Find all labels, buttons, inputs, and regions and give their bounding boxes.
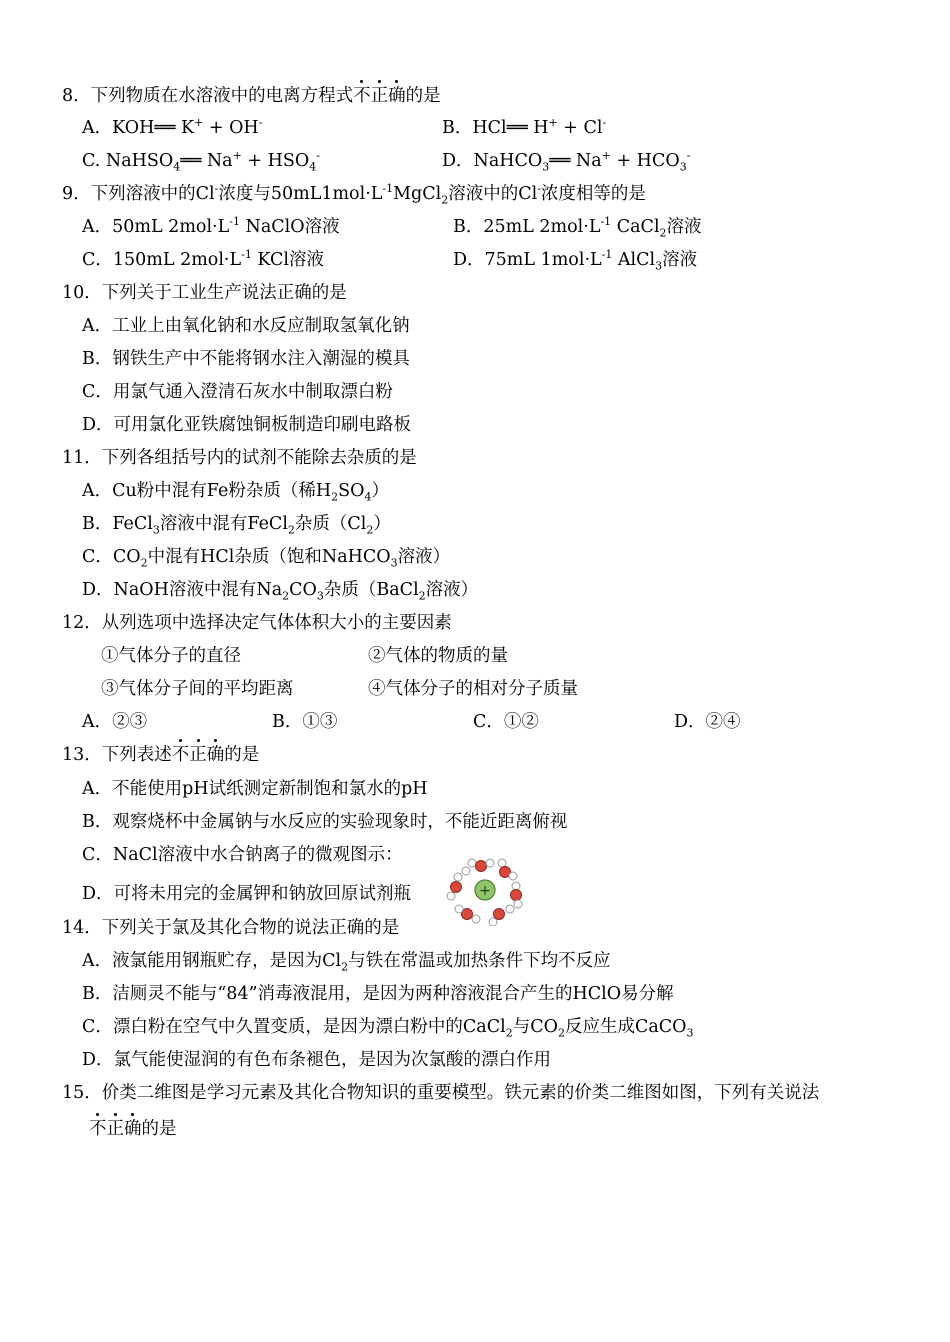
q12-factor-1: ①气体分子的直径 xyxy=(101,646,241,666)
q10-stem: 10．下列关于工业生产说法正确的是 xyxy=(62,283,347,303)
ion-charge-label: + xyxy=(479,883,491,899)
q15-stem: 15．价类二维图是学习元素及其化合物知识的重要模型。铁元素的价类二维图如图，下列有关说法 xyxy=(62,1083,820,1103)
q12-option-c: C．①② xyxy=(473,712,539,732)
q11-option-c: C．$CO_2$中混有HCl杂质（饱和NaHCO$_3$溶液） xyxy=(82,547,451,570)
q11-option-a: A．Cu粉中混有Fe粉杂质（稀$H_2SO_4$） xyxy=(82,481,389,504)
q9-option-c: C．150mL $2mol\cdot L^{-1}$ KCl溶液 xyxy=(82,248,324,270)
q14-option-c: C．漂白粉在空气中久置变质，是因为漂白粉中的CaCl$_2$与$CO_2$反应生成CaCO$_3$ xyxy=(82,1017,694,1040)
q10-option-d: D．可用氯化亚铁腐蚀铜板制造印刷电路板 xyxy=(82,415,412,435)
q12-stem: 12．从列选项中选择决定气体体积大小的主要因素 xyxy=(62,613,452,633)
q8-stem: 8．下列物质在水溶液中的电离方程式不正确的是 xyxy=(62,86,441,106)
q13-option-c: C．NaCl溶液中水合钠离子的微观图示： xyxy=(82,845,403,865)
hydrated-sodium-ion-figure xyxy=(446,856,526,926)
q12-factor-4: ④气体分子的相对分子质量 xyxy=(368,679,578,699)
q12-factor-2: ②气体的物质的量 xyxy=(368,646,508,666)
q10-option-b: B．钢铁生产中不能将钢水注入潮湿的模具 xyxy=(82,349,410,369)
q12-option-d: D．②④ xyxy=(674,712,741,732)
q13-option-a: A．不能使用pH试纸测定新制饱和氯水的pH xyxy=(82,779,428,799)
q13-stem: 13．下列表述不正确的是 xyxy=(62,745,260,765)
q15-stem-cont: 不正确的是 xyxy=(89,1119,177,1139)
q11-option-b: B．FeCl$_3$溶液中混有FeCl$_2$杂质$(Cl_2)$ xyxy=(82,514,391,537)
q14-option-a: A．液氯能用钢瓶贮存，是因为$Cl_2$与铁在常温或加热条件下均不反应 xyxy=(82,951,611,974)
q12-option-b: B．①③ xyxy=(272,712,338,732)
q9-option-b: B．25mL $2mol\cdot L^{-1}$ CaCl$_2$溶液 xyxy=(453,215,702,240)
q9-option-a: A．50mL $2mol\cdot L^{-1}$ NaClO溶液 xyxy=(82,215,340,237)
q8-option-a: A．KOH══ K+ + OH- xyxy=(82,116,263,138)
q14-option-d: D．氯气能使湿润的有色布条褪色，是因为次氯酸的漂白作用 xyxy=(82,1050,552,1070)
q11-option-d: D．NaOH溶液中混有$Na_2CO_3$杂质（BaCl$_2$溶液） xyxy=(82,580,479,603)
q10-option-c: C．用氯气通入澄清石灰水中制取漂白粉 xyxy=(82,382,393,402)
q8-option-b: B．HCl══ H+ + Cl- xyxy=(442,116,607,138)
q9-option-d: D．75mL $1mol\cdot L^{-1}$ AlCl$_3$溶液 xyxy=(453,248,698,273)
q8-option-c: C. NaHSO$_4$══ $Na^+ + HSO_4^-$ xyxy=(82,149,320,174)
q13-option-d: D．可将未用完的金属钾和钠放回原试剂瓶 xyxy=(82,884,412,904)
q11-stem: 11．下列各组括号内的试剂不能除去杂质的是 xyxy=(62,448,417,468)
q9-stem: 9．下列溶液中的Cl-浓度与$50mL1mol\cdot L^{-1}MgCl_2$溶液中的Cl-浓度相等的是 xyxy=(62,182,646,207)
q14-stem: 14．下列关于氯及其化合物的说法正确的是 xyxy=(62,918,400,938)
q12-factor-3: ③气体分子间的平均距离 xyxy=(101,679,294,699)
q13-option-b: B．观察烧杯中金属钠与水反应的实验现象时，不能近距离俯视 xyxy=(82,812,568,832)
q14-option-b: B．洁厕灵不能与“84”消毒液混用，是因为两种溶液混合产生的HClO易分解 xyxy=(82,984,674,1004)
q8-option-d: D．NaHCO$_3$══ $Na^+ + HCO_3^-$ xyxy=(442,149,691,174)
q12-option-a: A．②③ xyxy=(82,712,148,732)
q10-option-a: A．工业上由氧化钠和水反应制取氢氧化钠 xyxy=(82,316,410,336)
